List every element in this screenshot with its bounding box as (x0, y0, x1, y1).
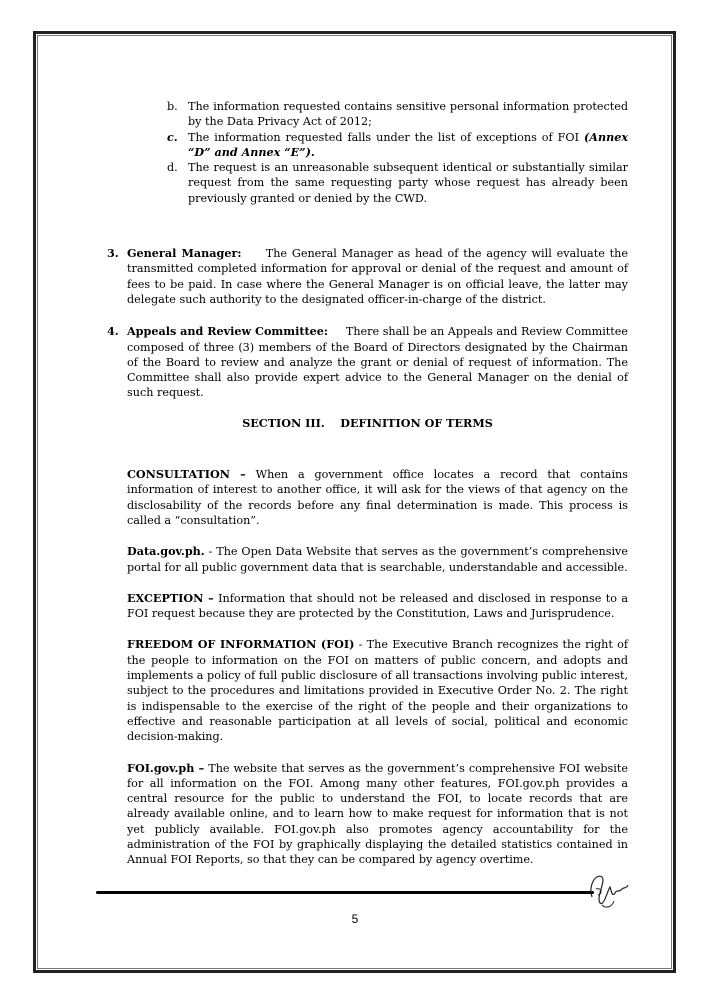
sub-item-b (167, 99, 628, 130)
document-body (107, 99, 628, 884)
numbered-item-appeals-committee (107, 324, 628, 400)
definition-term: CONSULTATION – (127, 467, 246, 482)
definition-term: FREEDOM OF INFORMATION (FOI) (127, 637, 355, 652)
definition-text: When a government office locates a record that contains information of interest to another office, it will ask for the views of that agency on the disclosability of the records before any final determination is made. This process is called a “consultation”. (127, 468, 628, 527)
sub-item-d (167, 160, 628, 206)
definition-text: The website that serves as the government’s comprehensive FOI website for all information on the FOI. Among many other features, FOI.gov.ph provides a central resource for the public to understand the FOI, to locate records that are already available online, and to learn how to make request for information that is not yet publicly available. FOI.gov.ph also promotes agency accountability for the administration of the FOI by graphically displaying the detailed statistics contained in Annual FOI Reports, so that they can be compared by agency overtime. (127, 761, 628, 867)
definition-text: - The Executive Branch recognizes the right of the people to information on the FOI on matters of public concern, and adopts and implements a policy of full public disclosure of all transactions involving public interest, subject to the procedures and limitations provided in Executive Order No. 2. The right is indispensable to the exercise of the right of the people and their organizations to effective and reasonable participation at all levels of social, political and economic decision-making. (127, 638, 628, 744)
sub-item-text: The information requested contains sensitive personal information protected by the Data Privacy Act of 2012; (188, 100, 628, 129)
sub-item-text: The request is an unreasonable subsequent identical or substantially similar request from the same requesting party whose request has already been previously granted or denied by the CWD. (188, 161, 628, 205)
definition-text: Information that should not be released and disclosed in response to a FOI request because they are protected by the Constitution, Laws and Jurisprudence. (127, 591, 628, 621)
item-heading: Appeals and Review Committee: (127, 324, 329, 339)
sub-item-marker: c. (167, 129, 178, 144)
definition-consultation (127, 467, 628, 528)
item-text: There shall be an Appeals and Review Committee composed of three (3) members of the Board of Directors designated by the Chairman of the Board to review and analyze the grant or denial of request of information. The Committee shall also provide expert advice to the General Manager on the denial of such request. (127, 325, 629, 400)
page-number: 5 (351, 912, 359, 926)
section-title: SECTION III. DEFINITION OF TERMS (242, 415, 493, 430)
signature-mark (582, 867, 630, 911)
sub-item-text: The information requested falls under the list of exceptions of FOI (188, 130, 584, 144)
numbered-item-general-manager (107, 246, 628, 307)
definition-data-gov (127, 544, 628, 575)
sub-item-marker: d. (167, 161, 178, 175)
item-number: 4. (107, 324, 119, 339)
numbered-list (107, 246, 628, 401)
definition-term: EXCEPTION – (127, 590, 214, 605)
definition-term: Data.gov.ph. (127, 544, 205, 559)
definition-foi-gov (127, 761, 628, 868)
sub-item-marker: b. (167, 100, 178, 113)
definition-exception (127, 591, 628, 622)
sub-item-emphasis: (Annex “D” and Annex “E”). (188, 129, 628, 159)
definition-term: FOI.gov.ph – (127, 760, 205, 775)
item-number: 3. (107, 246, 119, 261)
footer-divider (96, 891, 594, 894)
sub-item-list (167, 99, 628, 206)
item-heading: General Manager: (127, 246, 242, 261)
definition-foi (127, 637, 628, 744)
item-text: The General Manager as head of the agency will evaluate the transmitted completed information for approval or denial of the request and amount of fees to be paid. In case where the General Manager is on official leave, the latter may delegate such authority to the designated officer-in-charge of the district. (127, 247, 628, 306)
definition-text: - The Open Data Website that serves as the government’s comprehensive portal for all public government data that is searchable, understandable and accessible. (127, 545, 628, 574)
sub-item-c (167, 130, 628, 161)
